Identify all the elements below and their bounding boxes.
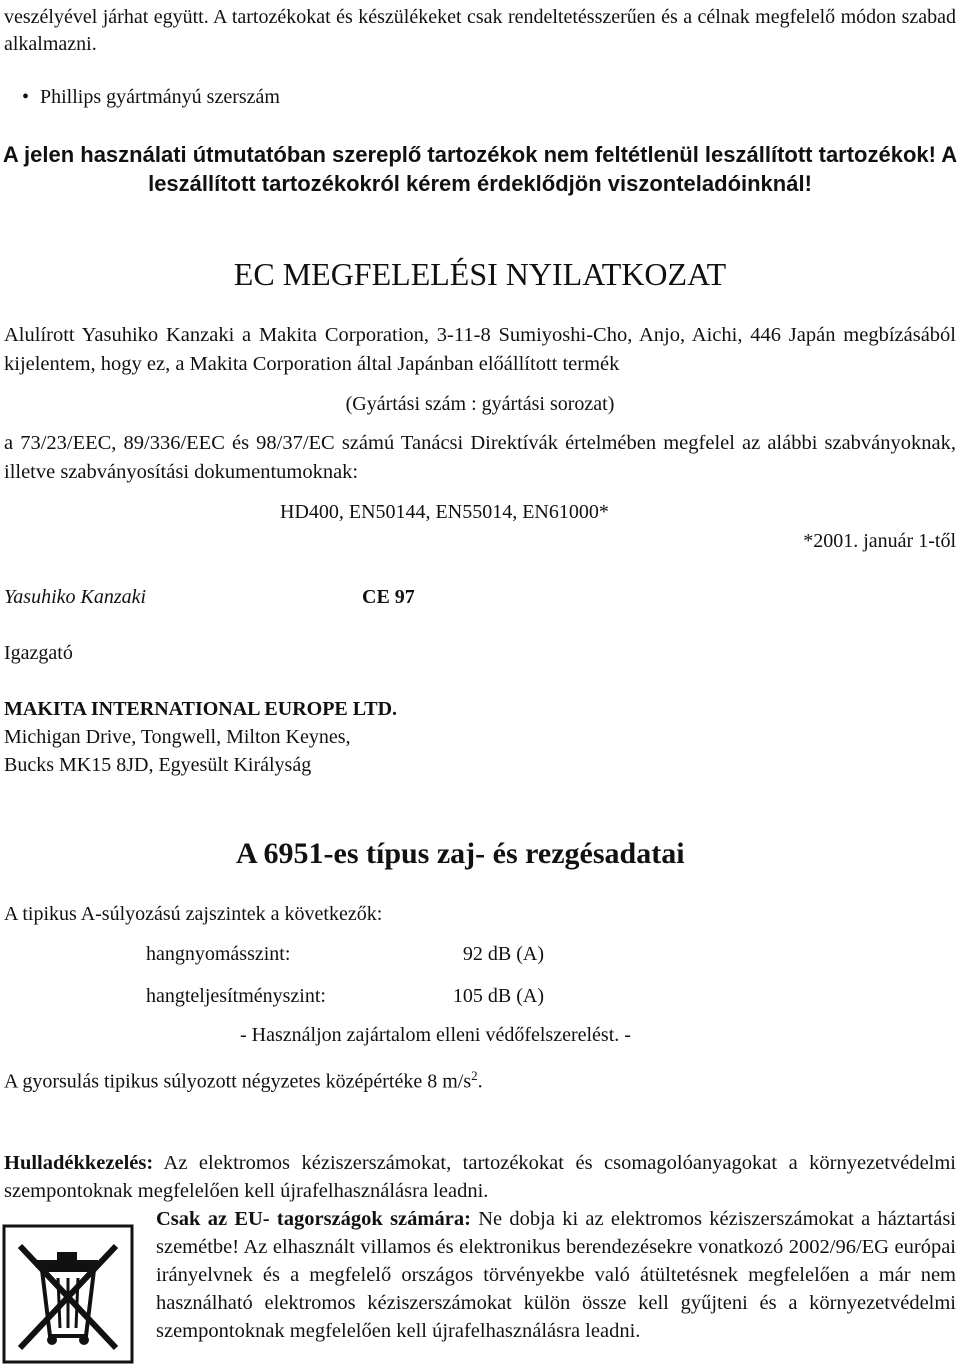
- directives-statement: a 73/23/EEC, 89/336/EEC és 98/37/EC számú Tanácsi Direktívák értelmében megfelel az alábbi szabványoknak, illetve szabványosítási dokumentumoknak:: [4, 432, 956, 483]
- address-line-2: Bucks MK15 8JD, Egyesült Királyság: [4, 754, 312, 776]
- noise-row-label: hangteljesítményszint:: [146, 985, 326, 1007]
- bullet-item: [4, 84, 956, 111]
- noise-row-value: 105 dB (A): [452, 985, 544, 1007]
- serial-note: (Gyártási szám : gyártási sorozat): [345, 393, 615, 415]
- crossed-bin-icon: [2, 1224, 134, 1364]
- company-name: MAKITA INTERNATIONAL EUROPE LTD.: [4, 698, 398, 720]
- ce-mark: CE 97: [362, 586, 415, 608]
- vibration-exponent: 2: [471, 1068, 478, 1083]
- address-line-1: Michigan Drive, Tongwell, Milton Keynes,: [4, 726, 351, 748]
- eu-text: Ne dobja ki az elektromos kéziszerszámokat a háztartási szemétbe! Az elhasznált villamos és elektronikus berendezésekre vonatkozó 2002/96/EG európai irányelvnek és a megfelelő országos törvényekbe való átültetésnek megfelelően a már nem használható elektromos kéziszerszámokat külön össze kell gyűjteni és a környezetvédelmi szempontoknak megfelelően kell újrafelhasználásra leadni.: [156, 1208, 956, 1342]
- noise-title: A 6951-es típus zaj- és rezgésadatai: [236, 837, 685, 870]
- vibration-text: A gyorsulás tipikus súlyozott négyzetes középértéke 8 m/s: [4, 1070, 472, 1093]
- standards-list: HD400, EN50144, EN55014, EN61000*: [280, 501, 609, 523]
- protection-note: - Használjon zajártalom elleni védőfelszerelést. -: [240, 1024, 631, 1046]
- noise-intro: A tipikus A-súlyozású zajszintek a következők:: [4, 903, 383, 925]
- standards-footnote: *2001. január 1-től: [803, 530, 956, 552]
- intro-paragraph: veszélyével járhat együtt. A tartozékokat és készülékeket csak rendeltetésszerűen és a célnak megfelelő módon szabad alkalmazni.: [4, 6, 956, 55]
- signer-role: Igazgató: [4, 642, 73, 664]
- vibration-end: .: [477, 1070, 483, 1093]
- disposal-paragraph: [4, 1149, 956, 1205]
- noise-row-label: hangnyomásszint:: [146, 943, 291, 965]
- bullet-text: Phillips gyártmányú szerszám: [40, 86, 280, 108]
- ec-statement: Alulírott Yasuhiko Kanzaki a Makita Corporation, 3-11-8 Sumiyoshi-Cho, Anjo, Aichi, 446 Japán megbízásából kijelentem, hogy ez, a Makita Corporation által Japánban előállított termék: [4, 324, 956, 375]
- vibration-statement: [4, 1062, 956, 1096]
- eu-label: Csak az EU- tagországok számára:: [156, 1208, 471, 1230]
- disposal-text: Az elektromos kéziszerszámokat, tartozékokat és csomagolóanyagokat a környezetvédelmi szempontoknak megfelelően kell újrafelhasználásra leadni.: [4, 1152, 956, 1202]
- eu-disposal-paragraph: [156, 1205, 956, 1345]
- noise-row-value: 92 dB (A): [462, 943, 544, 965]
- ec-title: EC MEGFELELÉSI NYILATKOZAT: [233, 256, 727, 292]
- signer-name: Yasuhiko Kanzaki: [4, 586, 147, 608]
- disposal-label: Hulladékkezelés:: [4, 1152, 154, 1174]
- accessory-notice: A jelen használati útmutatóban szereplő tartozékok nem feltétlenül leszállított tartozékok! A leszállított tartozékokról kérem érdeklődjön viszonteladóinknál!: [2, 142, 958, 196]
